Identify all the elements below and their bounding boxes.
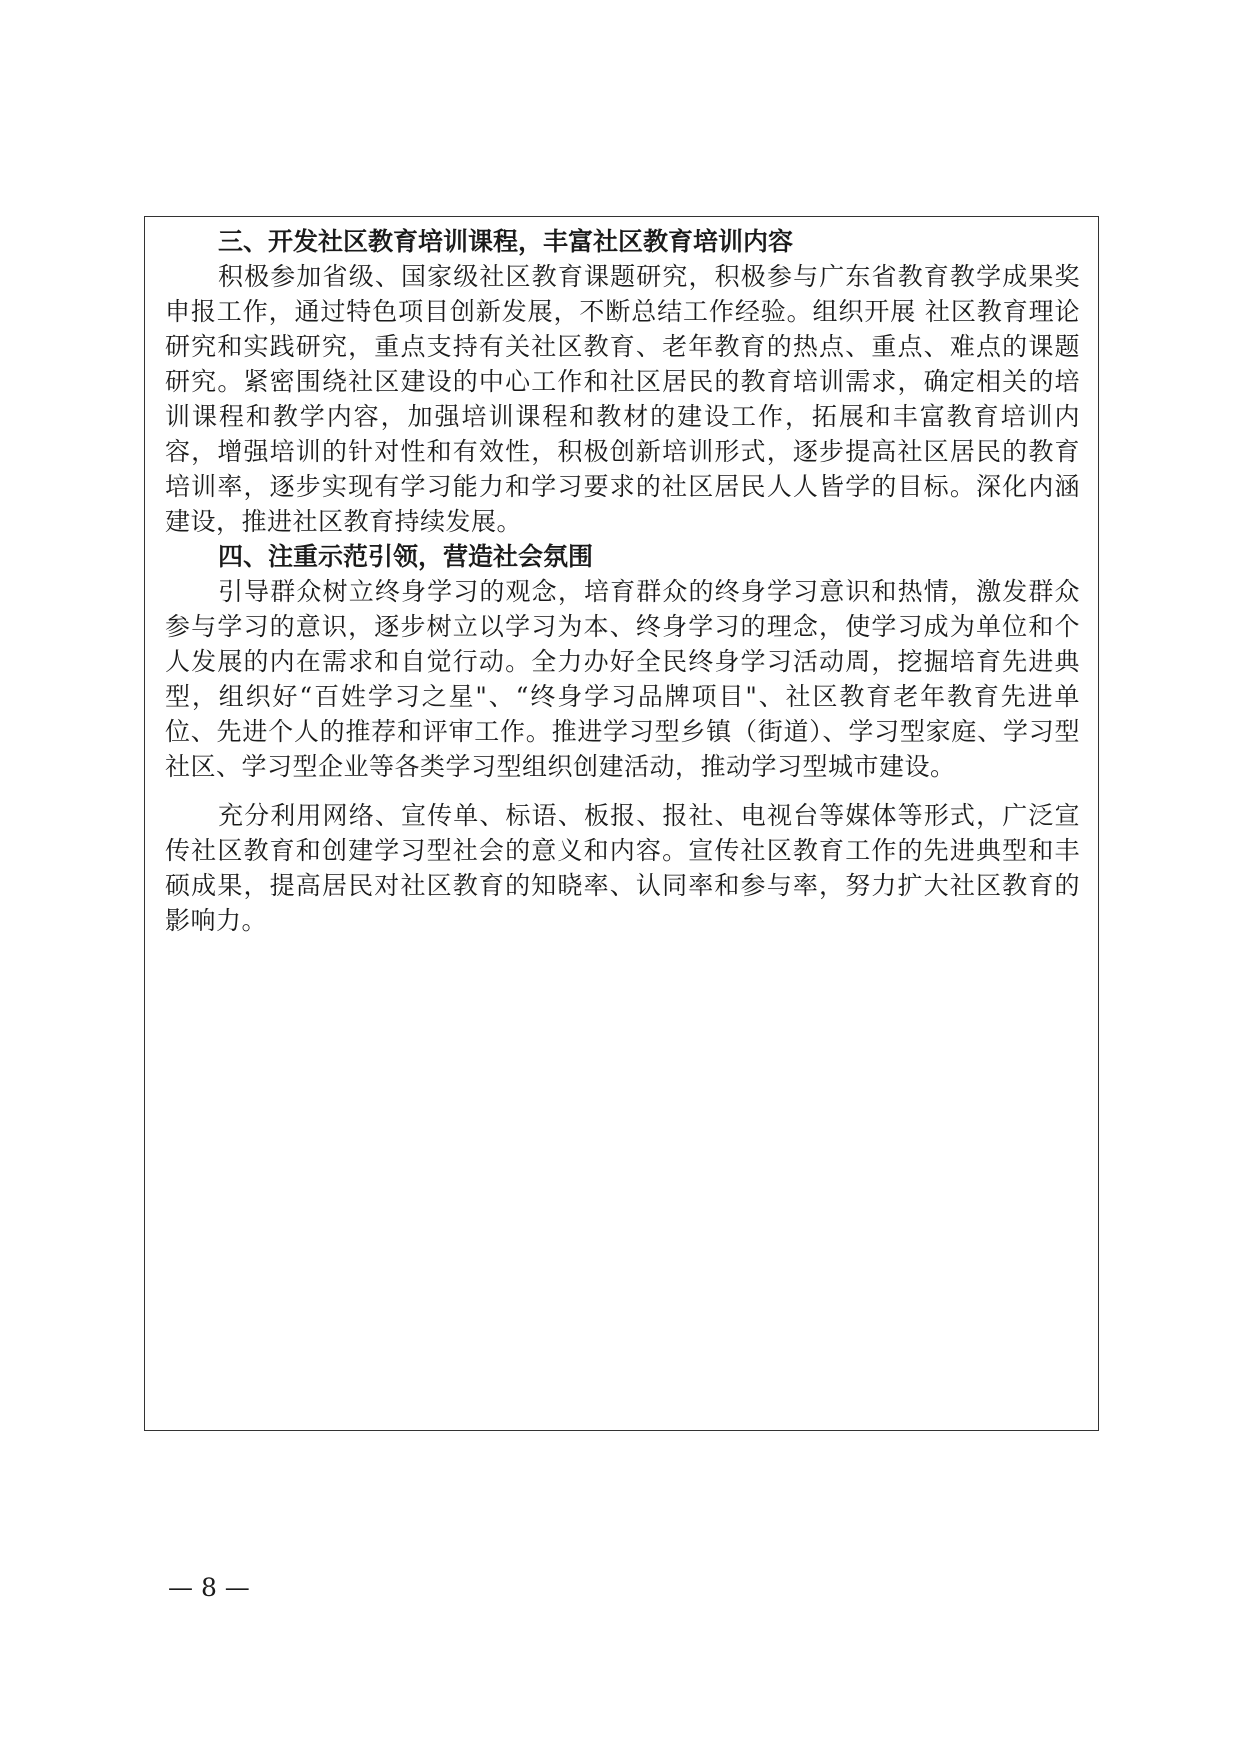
section-4-paragraph-1: 引导群众树立终身学习的观念，培育群众的终身学习意识和热情，激发群众参与学习的意识，逐步树立以学习为本、终身学习的理念，使学习成为单位和个人发展的内在需求和自觉行动。全力办好全民终身学习活动周，挖掘培育先进典型，组织好“百姓学习之星"、“终身学习品牌项目"、社区教育老年教育先进单位、先进个人的推荐和评审工作。推进学习型乡镇（街道）、学习型家庭、学习型社区、学习型企业等各类学习型组织创建活动，推动学习型城市建设。 <box>165 577 1080 781</box>
content-frame <box>144 216 1099 1431</box>
page-number: — 8 — <box>168 1573 250 1602</box>
document-body <box>165 224 1080 938</box>
section-4-paragraph-2: 充分利用网络、宣传单、标语、板报、报社、电视台等媒体等形式，广泛宣传社区教育和创建学习型社会的意义和内容。宣传社区教育工作的先进典型和丰硕成果，提高居民对社区教育的知晓率、认同率和参与率，努力扩大社区教育的影响力。 <box>165 801 1080 935</box>
section-4-heading: 四、注重示范引领，营造社会氛围 <box>218 542 594 571</box>
section-3-heading: 三、开发社区教育培训课程，丰富社区教育培训内容 <box>218 227 794 256</box>
section-3-paragraph: 积极参加省级、国家级社区教育课题研究，积极参与广东省教育教学成果奖申报工作，通过特色项目创新发展，不断总结工作经验。组织开展 社区教育理论研究和实践研究，重点支持有关社区教育、老年教育的热点、重点、难点的课题研究。紧密围绕社区建设的中心工作和社区居民的教育培训需求，确定相关的培训课程和教学内容，加强培训课程和教材的建设工作，拓展和丰富教育培训内容，增强培训的针对性和有效性，积极创新培训形式，逐步提高社区居民的教育培训率，逐步实现有学习能力和学习要求的社区居民人人皆学的目标。深化内涵建设，推进社区教育持续发展。 <box>165 262 1080 536</box>
